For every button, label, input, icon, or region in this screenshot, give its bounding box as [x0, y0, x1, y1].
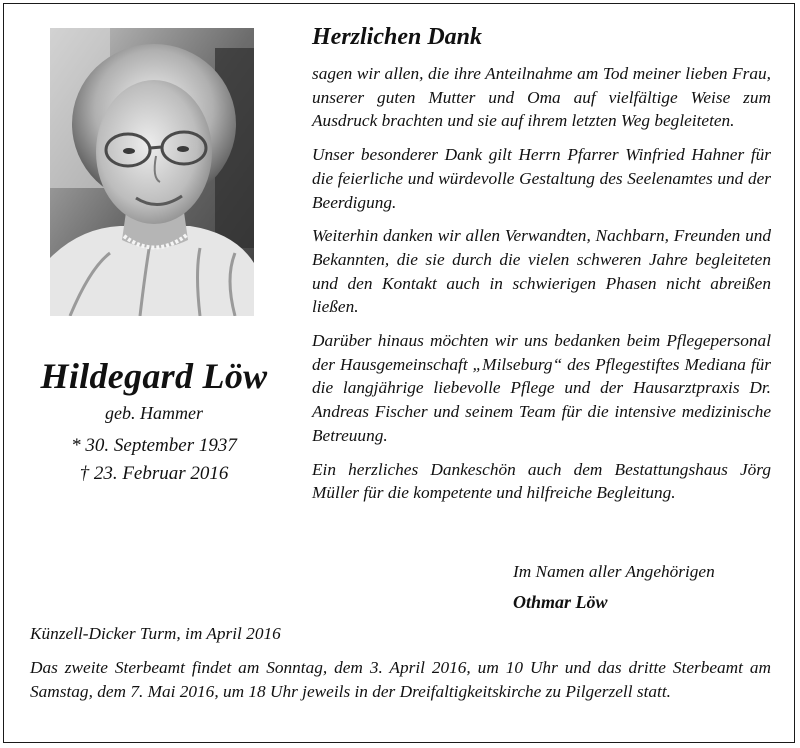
- death-date: † 23. Februar 2016: [79, 463, 229, 484]
- mass-notice: Das zweite Sterbeamt findet am Sonntag, dem 3. April 2016, um 10 Uhr und das dritte Sterbeamt am Samstag, dem 7. Mai 2016, um 18 Uhr jeweils in der Dreifaltigkeitskirche zu Pilgerzell statt.: [30, 658, 771, 701]
- signature-line: Im Namen aller Angehörigen: [513, 562, 715, 581]
- birth-date: * 30. September 1937: [71, 435, 237, 456]
- thanks-paragraph: sagen wir allen, die ihre Anteilnahme am Tod meiner lieben Frau, unserer guten Mutter und Oma auf vielfältige Weise zum Ausdruck brachten und sie auf ihrem letzten Weg begleiteten.: [312, 64, 771, 131]
- signer-name: Othmar Löw: [513, 592, 608, 612]
- portrait-photo: [50, 28, 254, 316]
- place-date: Künzell-Dicker Turm, im April 2016: [30, 624, 281, 643]
- thanks-paragraph: Ein herzliches Dankeschön auch dem Bestattungshaus Jörg Müller für die kompetente und hilfreiche Begleitung.: [312, 459, 771, 503]
- thanks-paragraph: Unser besonderer Dank gilt Herrn Pfarrer Winfried Hahner für die feierliche und würdevolle Gestaltung des Seelenamtes und der Beerdigung.: [312, 145, 771, 212]
- portrait-image: [50, 28, 254, 316]
- thanks-column: [312, 22, 771, 515]
- signature-block: [513, 560, 715, 614]
- thanks-heading: Herzlichen Dank: [312, 24, 483, 50]
- maiden-name: geb. Hammer: [105, 403, 203, 423]
- thanks-paragraph: Darüber hinaus möchten wir uns bedanken beim Pflegepersonal der Hausgemeinschaft „Milseburg“ des Pflegestiftes Mediana für die langjährige liebevolle Pflege und der Hausarztpraxis Dr. Andreas Fischer und seinem Team für die intensive medizinische Betreuung.: [312, 331, 771, 445]
- thanks-paragraph: Weiterhin danken wir allen Verwandten, Nachbarn, Freunden und Bekannten, die sie durch die vielen schweren Jahre begleiteten und den Kontakt auch in schwierigen Phasen nicht abreißen ließen.: [312, 226, 771, 317]
- deceased-name: Hildegard Löw: [40, 356, 268, 396]
